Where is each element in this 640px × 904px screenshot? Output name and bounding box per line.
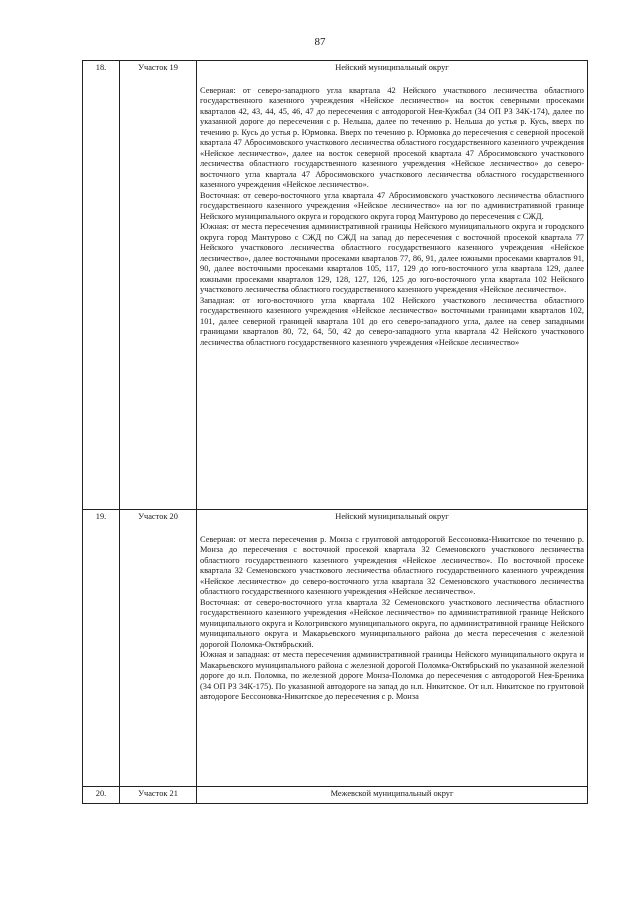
- plot-name: Участок 21: [120, 787, 197, 804]
- boundary-north: Северная: от северо-западного угла квартала 42 Нейского участкового лесничества областного государственного казенного учреждения «Нейское лесничество» на восток северными просеками кварталов 42, 43, 44, 45, 46, 47 до пересечения с автодорогой Нея-Кужбал (34 ОП РЗ 34К-174), далее по указанной дороге до пересечения с р. Нельша, далее по течению р. Нельша до устья р. Кусь, вверх по течению р. Кусь до устья р. Юрмовка. Вверх по течению р. Юрмовка до пересечения с северной просекой квартала 47 Абросимовского участкового лесничества областного государственного казенного учреждения «Нейское лесничество», далее на восток северной просекой квартала 47 Абросимовского участкового лесничества областного государственного казенного учреждения «Нейское лесничество» до северо-восточного угла квартала 47 Абросимовского участкового лесничества областного государственного казенного учреждения «Нейское лесничество».: [200, 85, 584, 189]
- boundary-south-west: Южная и западная: от места пересечения административной границы Нейского муниципального округа и Макарьевского муниципального района с железной дорогой Поломка-Октябрьский по указанной железной дороге до н.п. Поломка, по железной дороге Монза-Поломка до пересечения с автодорогой Нея-Бреника (34 ОП РЗ 34К-175). По указанной автодороге на запад до н.п. Никитское. От н.п. Никитское по грунтовой автодороге Бессоновка-Никитское до пересечения с р. Монза: [200, 650, 584, 701]
- district-name: Межевской муниципальный округ: [330, 789, 454, 798]
- plot-name: Участок 20: [120, 510, 197, 787]
- boundary-description: [197, 510, 588, 787]
- boundary-east: Восточная: от северо-восточного угла квартала 32 Семеновского участкового лесничества областного государственного казенного учреждения «Нейское лесничество» по административной границе Нейского муниципального округа и Кологривского муниципального округа, по административной границе Нейского муниципального округа и Макарьевского муниципального района до места пересечения с железной дорогой Поломка-Октябрьский.: [200, 597, 584, 649]
- district-name: Нейский муниципальный округ: [335, 512, 449, 521]
- boundary-south: Южная: от места пересечения административной границы Нейского муниципального округа и городского округа город Мантурово с СЖД по СЖД на запад до пересечения с восточной просекой квартала 77 Нейского участкового лесничества областного государственного казенного учреждения «Нейское лесничество», далее восточными просеками кварталов 77, 86, 91, далее южными просеками кварталов 91, 90, далее восточными просеками кварталов 105, 117, 129 до юго-восточного угла квартала 129, далее южными просеками кварталов 129, 128, 127, 126, 125 до юго-восточного угла квартала 102 Нейского участкового лесничества областного государственного казенного учреждения «Нейское лесничество».: [200, 222, 584, 294]
- boundary-west: Западная: от юго-восточного угла квартала 102 Нейского участкового лесничества областного государственного казенного учреждения «Нейское лесничество» восточными границами кварталов 102, 101, далее северной границей квартала 101 до его северо-западного угла, далее на север западными границами кварталов 80, 72, 64, 50, 42 до северо-западного угла квартала 42 Нейского участкового лесничества областного государственного казенного учреждения «Нейское лесничество»: [200, 295, 584, 347]
- row-number: 20.: [83, 787, 120, 804]
- district-name: Нейский муниципальный округ: [335, 63, 449, 72]
- boundary-description: [197, 61, 588, 510]
- boundaries-table: [82, 60, 588, 804]
- boundary-east: Восточная: от северо-восточного угла квартала 47 Абросимовского участкового лесничества областного государственного казенного учреждения «Нейское лесничество» на юг по административной границе Нейского муниципального округа и городского округа город Мантурово до пересечения с СЖД.: [200, 190, 584, 221]
- plot-name: Участок 19: [120, 61, 197, 510]
- table-row: [83, 787, 588, 804]
- page-number: 87: [314, 36, 326, 48]
- row-number: 19.: [83, 510, 120, 787]
- boundary-north: Северная: от места пересечения р. Монза с грунтовой автодорогой Бессоновка-Никитское по течению р. Монза до пересечения с восточной просекой квартала 32 Семеновского участкового лесничества областного государственного казенного учреждения «Нейское лесничество». По восточной просеке квартала 32 Семеновского участкового лесничества областного государственного казенного учреждения «Нейское лесничество» до северо-восточного угла квартала 32 Семеновского участкового лесничества областного государственного казенного учреждения «Нейское лесничество».: [200, 534, 584, 596]
- table-row: [83, 61, 588, 510]
- table-row: [83, 510, 588, 787]
- row-number: 18.: [83, 61, 120, 510]
- boundary-description: [197, 787, 588, 804]
